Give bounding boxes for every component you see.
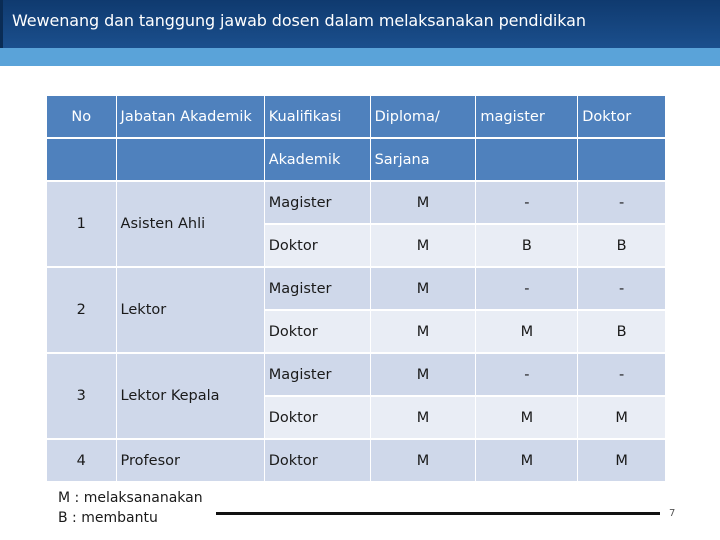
diploma-cell: M [371, 268, 476, 309]
magister-cell: M [476, 311, 577, 352]
diploma-cell: M [371, 354, 476, 395]
magister-cell: - [476, 354, 577, 395]
doktor-cell: - [578, 268, 665, 309]
diploma-cell: M [371, 397, 476, 438]
doktor-cell: M [578, 440, 665, 481]
magister-cell: M [476, 440, 577, 481]
row-number: 4 [47, 440, 116, 481]
header-cell: Doktor [578, 96, 665, 137]
table-header-row [47, 96, 665, 137]
magister-cell: B [476, 225, 577, 266]
academic-rank: Profesor [117, 440, 264, 481]
header-cell: Akademik [265, 139, 370, 180]
header-cell: Sarjana [371, 139, 476, 180]
header-cell [47, 139, 116, 180]
academic-rank: Lektor [117, 268, 264, 352]
doktor-cell: B [578, 311, 665, 352]
doktor-cell: M [578, 397, 665, 438]
title-bar [0, 0, 720, 48]
header-cell: Kualifikasi [265, 96, 370, 137]
authority-table [46, 94, 666, 483]
magister-cell: - [476, 268, 577, 309]
magister-cell: M [476, 397, 577, 438]
qualification-cell: Magister [265, 354, 370, 395]
diploma-cell: M [371, 440, 476, 481]
diploma-cell: M [371, 182, 476, 223]
diploma-cell: M [371, 311, 476, 352]
qualification-cell: Doktor [265, 311, 370, 352]
table-row [47, 354, 665, 395]
header-cell [578, 139, 665, 180]
row-number: 3 [47, 354, 116, 438]
doktor-cell: - [578, 354, 665, 395]
header-cell: magister [476, 96, 577, 137]
header-cell: Diploma/ [371, 96, 476, 137]
footer-rule [216, 512, 660, 515]
academic-rank: Asisten Ahli [117, 182, 264, 266]
slide-title: Wewenang dan tanggung jawab dosen dalam melaksanakan pendidikan [12, 11, 586, 30]
row-number: 2 [47, 268, 116, 352]
header-cell [476, 139, 577, 180]
table-row [47, 182, 665, 223]
row-number: 1 [47, 182, 116, 266]
qualification-cell: Doktor [265, 225, 370, 266]
table-header-row [47, 139, 665, 180]
qualification-cell: Magister [265, 268, 370, 309]
accent-stripe [0, 48, 720, 66]
qualification-cell: Doktor [265, 397, 370, 438]
doktor-cell: - [578, 182, 665, 223]
header-cell [117, 139, 264, 180]
magister-cell: - [476, 182, 577, 223]
header-cell: No [47, 96, 116, 137]
table-row [47, 440, 665, 481]
doktor-cell: B [578, 225, 665, 266]
header-cell: Jabatan Akademik [117, 96, 264, 137]
legend [58, 488, 203, 528]
academic-rank: Lektor Kepala [117, 354, 264, 438]
diploma-cell: M [371, 225, 476, 266]
table-row [47, 268, 665, 309]
legend-item: B : membantu [58, 510, 158, 526]
qualification-cell: Magister [265, 182, 370, 223]
page-number: 7 [669, 508, 676, 519]
legend-item: M : melaksananakan [58, 490, 203, 506]
qualification-cell: Doktor [265, 440, 370, 481]
